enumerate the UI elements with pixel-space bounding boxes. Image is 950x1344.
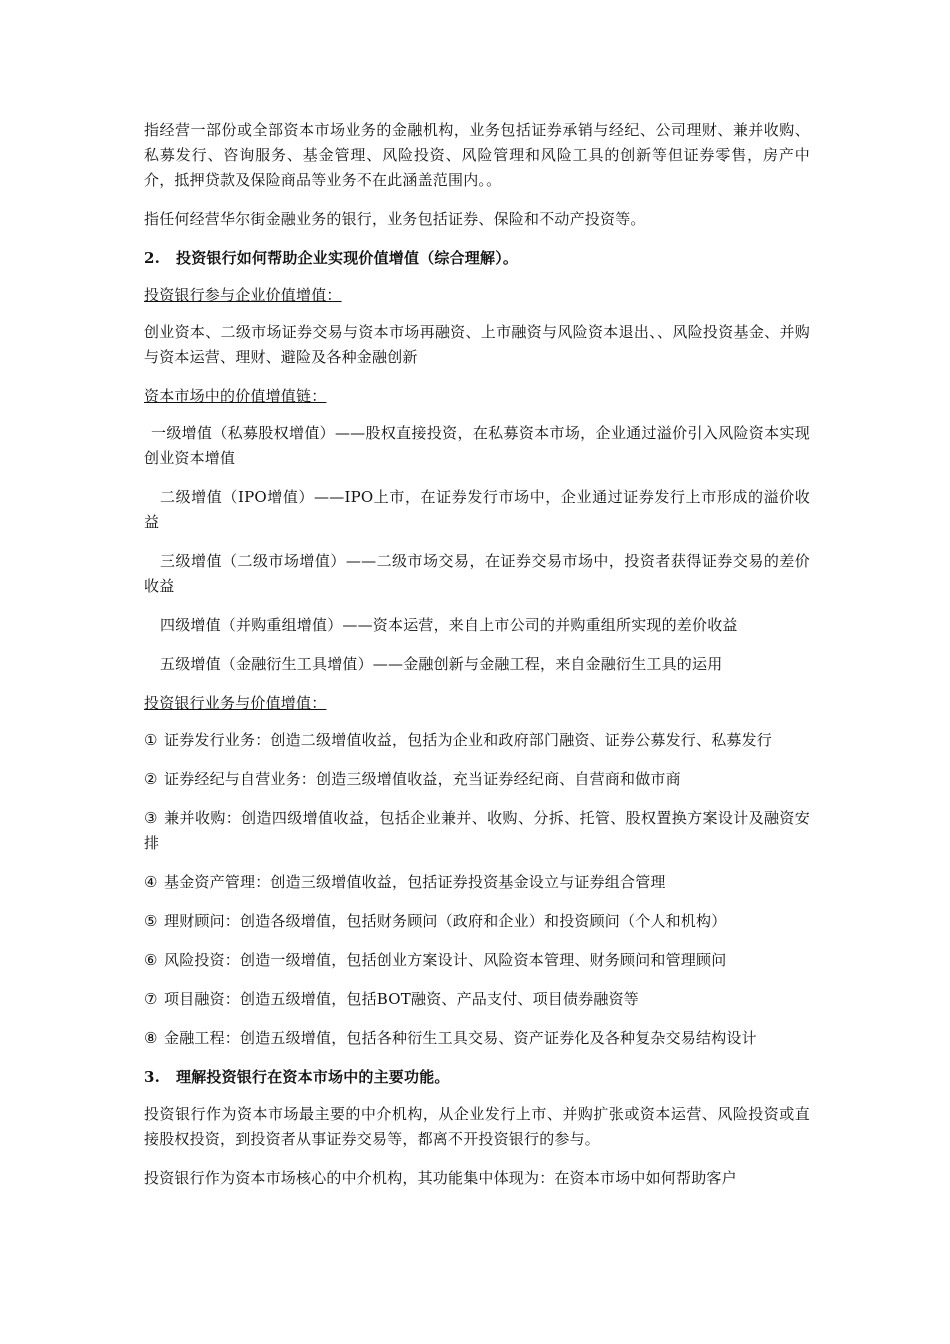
business-item-1 [144,728,810,753]
item-text: 基金资产管理：创造三级增值收益，包括证券投资基金设立与证券组合管理 [164,873,666,891]
value-chain-item-2: 二级增值（IPO增值）——IPO上市，在证券发行市场中，企业通过证券发行上市形成的溢价收益 [144,488,810,531]
item-marker: ⑤ [144,912,158,930]
value-chain-item-4: 四级增值（并购重组增值）——资本运营，来自上市公司的并购重组所实现的差价收益 [160,616,738,634]
intro-paragraph-2: 指任何经营华尔街金融业务的银行，业务包括证券、保险和不动产投资等。 [144,210,646,228]
document-page [144,118,810,1205]
item-marker: ⑧ [144,1029,158,1047]
section-3-paragraph-2: 投资银行作为资本市场核心的中介机构，其功能集中体现为：在资本市场中如何帮助客户 [144,1169,737,1187]
section-2-title: 投资银行如何帮助企业实现价值增值（综合理解）。 [176,249,519,267]
section-2-number: 2. [144,249,161,267]
business-item-7 [144,987,810,1012]
item-marker: ① [144,731,158,749]
item-text: 兼并收购：创造四级增值收益，包括企业兼并、收购、分拆、托管、股权置换方案设计及融资安排 [144,809,810,852]
item-marker: ② [144,770,158,788]
item-text: 风险投资：创造一级增值，包括创业方案设计、风险资本管理、财务顾问和管理顾问 [164,951,727,969]
item-marker: ③ [144,809,158,827]
subheading-value-chain: 资本市场中的价值增值链： [144,387,327,405]
item-marker: ④ [144,873,158,891]
value-participation-text: 创业资本、二级市场证券交易与资本市场再融资、上市融资与风险资本退出、、风险投资基金、并购与资本运营、理财、避险及各种金融创新 [144,323,810,366]
business-item-2 [144,767,810,792]
item-text: 证券经纪与自营业务：创造三级增值收益，充当证券经纪商、自营商和做市商 [164,770,681,788]
section-3-heading [144,1065,810,1090]
section-3-number: 3. [144,1068,161,1086]
section-3-title: 理解投资银行在资本市场中的主要功能。 [176,1068,450,1086]
item-text: 金融工程：创造五级增值，包括各种衍生工具交易、资产证券化及各种复杂交易结构设计 [164,1029,757,1047]
value-chain-item-5: 五级增值（金融衍生工具增值）——金融创新与金融工程，来自金融衍生工具的运用 [160,655,723,673]
item-text: 证券发行业务：创造二级增值收益，包括为企业和政府部门融资、证券公募发行、私募发行 [164,731,773,749]
business-item-8 [144,1026,810,1051]
section-2-heading [144,246,810,271]
item-marker: ⑥ [144,951,158,969]
business-item-3 [144,806,810,856]
value-chain-item-1: 一级增值（私募股权增值）——股权直接投资，在私募资本市场，企业通过溢价引入风险资本实现创业资本增值 [144,424,810,467]
item-text: 理财顾问：创造各级增值，包括财务顾问（政府和企业）和投资顾问（个人和机构） [164,912,727,930]
item-text: 项目融资：创造五级增值，包括BOT融资、产品支付、项目债券融资等 [164,990,640,1008]
value-chain-item-3: 三级增值（二级市场增值）——二级市场交易，在证券交易市场中，投资者获得证券交易的差价收益 [144,552,810,595]
item-marker: ⑦ [144,990,158,1008]
subheading-business-value: 投资银行业务与价值增值： [144,694,327,712]
section-3-paragraph-1: 投资银行作为资本市场最主要的中介机构，从企业发行上市、并购扩张或资本运营、风险投资或直接股权投资，到投资者从事证券交易等，都离不开投资银行的参与。 [144,1105,810,1148]
business-item-4 [144,870,810,895]
business-item-6 [144,948,810,973]
subheading-value-participation: 投资银行参与企业价值增值： [144,286,342,304]
intro-paragraph-1: 指经营一部份或全部资本市场业务的金融机构，业务包括证券承销与经纪、公司理财、兼并收购、私募发行、咨询服务、基金管理、风险投资、风险管理和风险工具的创新等但证券零售，房产中介，抵押贷款及保险商品等业务不在此涵盖范围内。。 [144,121,810,189]
business-item-5 [144,909,810,934]
